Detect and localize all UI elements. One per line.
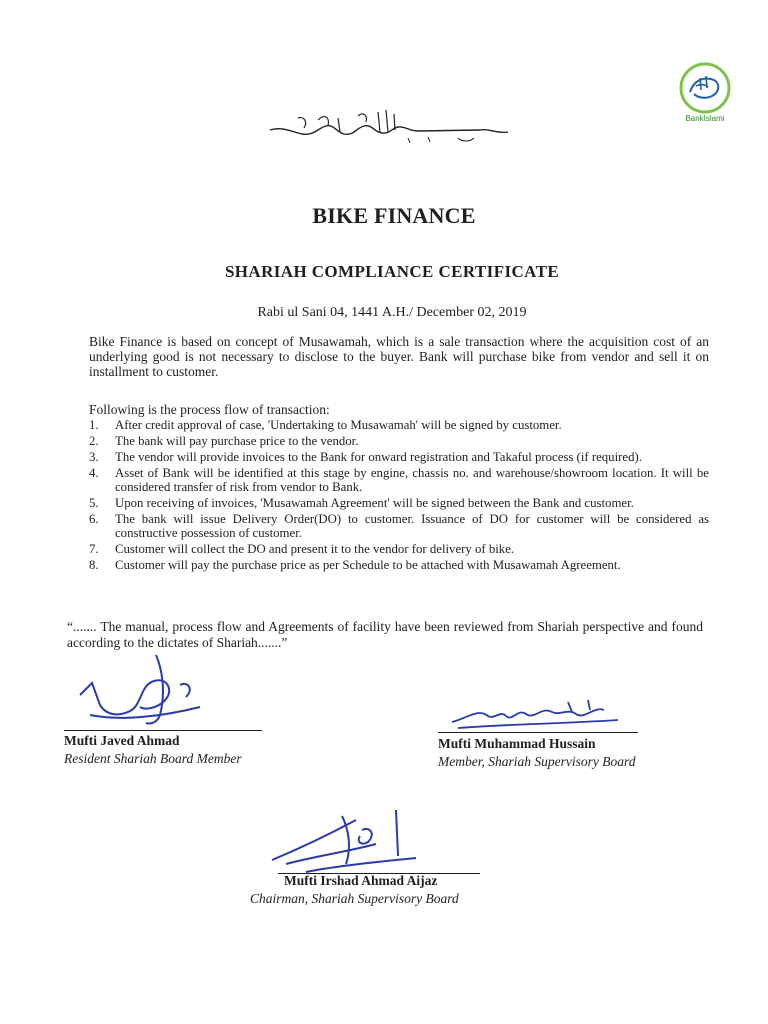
signatory-name: Mufti Irshad Ahmad Aijaz [284,873,438,888]
step-number: 5. [89,496,99,510]
signature-line [64,730,262,731]
signature-mufti-javed-ahmad [70,645,210,730]
signatory-name: Mufti Muhammad Hussain [438,736,596,751]
step-text: Customer will collect the DO and present it to the vendor for delivery of bike. [115,542,515,556]
process-step [89,496,709,510]
process-step [89,558,709,572]
signature-mufti-muhammad-hussain [448,698,628,734]
step-text: Upon receiving of invoices, 'Musawamah Agreement' will be signed between the Bank and customer. [115,496,634,510]
closing-quote: “....... The manual, process flow and Agreements of facility have been reviewed from Shariah perspective and found according to the dictates of Shariah.......” [67,619,703,650]
step-number: 6. [89,512,99,526]
signatory-title: Chairman, Shariah Supervisory Board [250,891,459,906]
step-text: The bank will pay purchase price to the vendor. [115,434,359,448]
step-text: The bank will issue Delivery Order(DO) to customer. Issuance of DO for customer will be considered as constructive possession of customer. [115,512,709,540]
step-number: 1. [89,418,99,432]
bismillah-calligraphy [258,104,518,150]
step-number: 4. [89,466,99,480]
signature-mufti-irshad-ahmad-aijaz [266,800,426,880]
process-step [89,542,709,556]
intro-paragraph: Bike Finance is based on concept of Musawamah, which is a sale transaction where the acquisition cost of an underlying good is not necessary to disclose to the buyer. Bank will purchase bike from vendor and sell it on installment to customer. [89,334,709,379]
signature-line [438,732,638,733]
document-subtitle: SHARIAH COMPLIANCE CERTIFICATE [224,262,560,281]
process-step [89,434,709,448]
step-text: Customer will pay the purchase price as per Schedule to be attached with Musawamah Agreement. [115,558,621,572]
step-text: The vendor will provide invoices to the Bank for onward registration and Takaful process (if required). [115,450,642,464]
signatory-title: Resident Shariah Board Member [64,751,242,766]
step-number: 3. [89,450,99,464]
document-title: BIKE FINANCE [312,203,476,228]
process-step [89,466,709,494]
signatory-name: Mufti Javed Ahmad [64,733,180,748]
process-steps-list [89,418,709,574]
process-flow-intro: Following is the process flow of transaction: [89,402,330,417]
process-step [89,512,709,540]
step-number: 8. [89,558,99,572]
document-date: Rabi ul Sani 04, 1441 A.H./ December 02, 2019 [257,305,527,320]
step-text: After credit approval of case, 'Undertaking to Musawamah' will be signed by customer. [115,418,562,432]
step-number: 2. [89,434,99,448]
signatory-title: Member, Shariah Supervisory Board [438,754,636,769]
step-number: 7. [89,542,99,556]
logo-text: BankIslami [685,114,725,123]
process-step [89,418,709,432]
step-text: Asset of Bank will be identified at this stage by engine, chassis no. and warehouse/showroom location. It will be considered transfer of risk from vendor to Bank. [115,466,709,494]
process-step [89,450,709,464]
